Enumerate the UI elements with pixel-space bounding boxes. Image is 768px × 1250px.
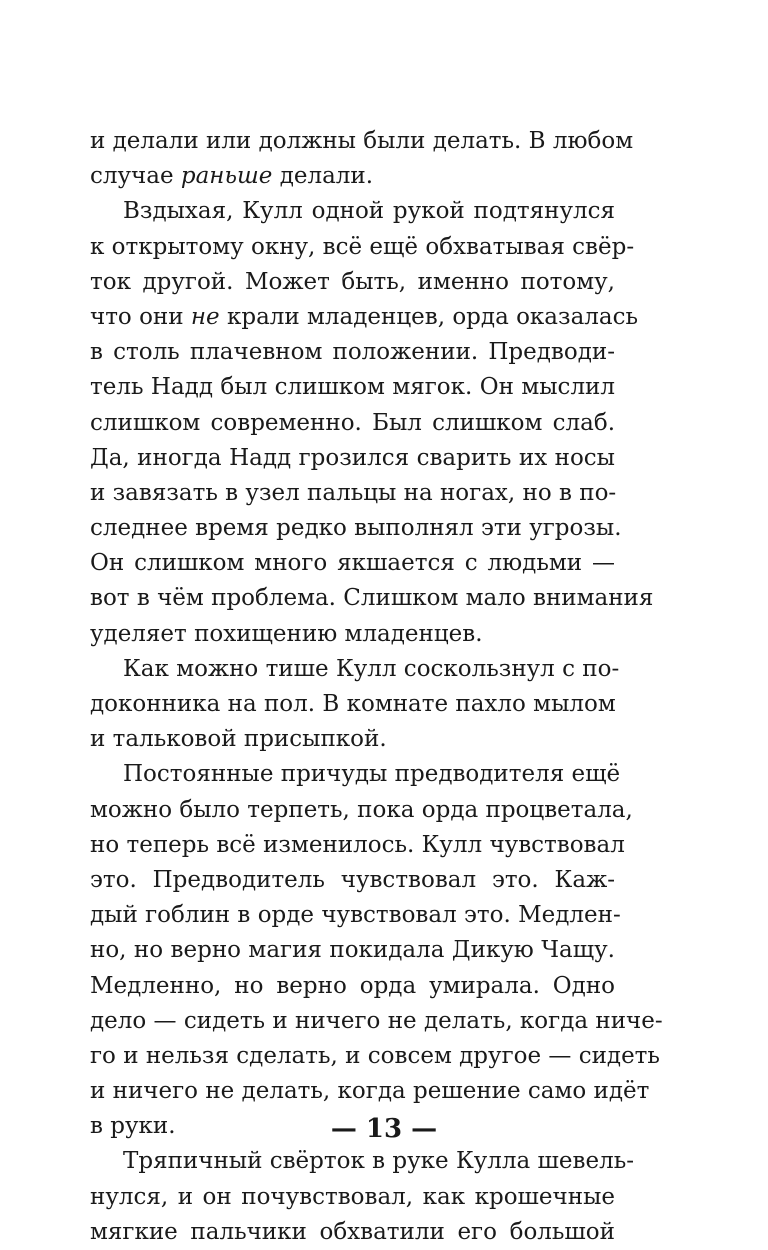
text-line: Медленно, но верно орда умирала. Одно: [90, 972, 615, 999]
text-line: Тряпичный свёрток в руке Кулла шевель-: [123, 1148, 634, 1175]
text-line: уделяет похищению младенцев.: [90, 620, 483, 647]
text-line: мягкие пальчики обхватили его большой: [90, 1218, 615, 1245]
text-line: и делали или должны были делать. В любом: [90, 128, 634, 154]
text-line: что они не крали младенцев, орда оказалась: [90, 303, 639, 330]
text-line: дый гоблин в орде чувствовал это. Медлен-: [90, 902, 621, 929]
text-line: следнее время редко выполнял эти угрозы.: [90, 515, 622, 542]
text-line: го и нельзя сделать, и совсем другое — сидеть: [90, 1042, 660, 1069]
text-line: ток другой. Может быть, именно потому,: [90, 268, 615, 295]
text-line: Постоянные причуды предводителя ещё: [123, 761, 621, 788]
text-line: Как можно тише Кулл соскользнул с по-: [123, 655, 620, 682]
text-line: доконника на пол. В комнате пахло мылом: [90, 691, 616, 717]
text-line: случае раньше делали.: [90, 163, 374, 190]
page-number: — 13 —: [330, 1114, 438, 1144]
text-line: вот в чём проблема. Слишком мало внимания: [90, 585, 654, 612]
text-line: Вздыхая, Кулл одной рукой подтянулся: [123, 198, 615, 225]
text-line: и ничего не делать, когда решение само идёт: [90, 1078, 650, 1105]
text-line: Он слишком много якшается с людьми —: [90, 550, 615, 577]
text-line: дело — сидеть и ничего не делать, когда ниче-: [90, 1007, 663, 1034]
text-line: но, но верно магия покидала Дикую Чащу.: [90, 937, 615, 964]
text-line: в столь плачевном положении. Предводи-: [90, 339, 615, 366]
text-line: и тальковой присыпкой.: [90, 726, 387, 753]
text-line: и завязать в узел пальцы на ногах, но в по-: [90, 479, 617, 506]
text-line: Да, иногда Надд грозился сварить их носы: [90, 444, 615, 471]
page-text: [90, 124, 663, 1250]
emphasis: раньше: [180, 163, 273, 190]
text-line: в руки.: [90, 1113, 176, 1140]
text-line: нулся, и он почувствовал, как крошечные: [90, 1183, 615, 1210]
text-line: слишком современно. Был слишком слаб.: [90, 409, 615, 436]
text-line: но теперь всё изменилось. Кулл чувствовал: [90, 831, 625, 858]
emphasis: не: [190, 303, 220, 330]
text-line: это. Предводитель чувствовал это. Каж-: [90, 866, 615, 893]
text-line: к открытому окну, всё ещё обхватывая свёр-: [90, 233, 635, 260]
text-line: тель Надд был слишком мягок. Он мыслил: [90, 374, 615, 401]
text-line: можно было терпеть, пока орда процветала,: [90, 796, 633, 823]
